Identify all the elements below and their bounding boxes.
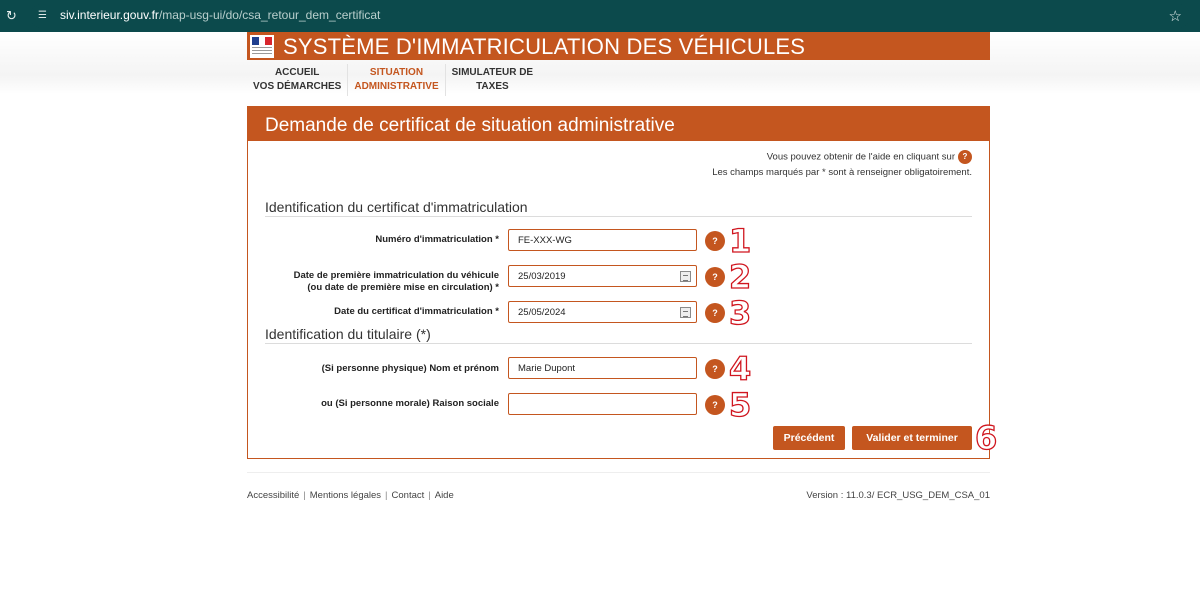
section-divider <box>265 216 972 217</box>
form-title: Demande de certificat de situation administrative <box>265 115 675 136</box>
input-date-certificat[interactable]: 25/05/2024 <box>508 301 697 323</box>
submit-button[interactable]: Valider et terminer <box>852 426 972 450</box>
help-button-2[interactable]: ? <box>705 267 725 287</box>
bookmark-star-icon[interactable]: ☆ <box>1168 8 1182 25</box>
annotation-marker-1: 1 <box>729 222 752 260</box>
label-raison-sociale: ou (Si personne morale) Raison sociale <box>321 398 499 409</box>
section-title-titulaire: Identification du titulaire (*) <box>265 326 431 342</box>
footer-links: Accessibilité | Mentions légales | Contact | Aide <box>247 490 454 501</box>
annotation-marker-5: 5 <box>729 386 752 424</box>
help-icon[interactable]: ? <box>958 150 972 164</box>
annotation-marker-2: 2 <box>729 258 752 296</box>
annotation-marker-4: 4 <box>729 350 752 388</box>
help-button-5[interactable]: ? <box>705 395 725 415</box>
section-divider <box>265 343 972 344</box>
input-date-premiere-immatriculation[interactable]: 25/03/2019 <box>508 265 697 287</box>
help-button-1[interactable]: ? <box>705 231 725 251</box>
help-button-3[interactable]: ? <box>705 303 725 323</box>
section-title-certificat: Identification du certificat d'immatriculation <box>265 199 528 215</box>
reload-icon[interactable]: ↻ <box>6 8 17 23</box>
label-numero-immatriculation: Numéro d'immatriculation * <box>375 234 499 245</box>
required-note: Les champs marqués par * sont à renseigner obligatoirement. <box>712 167 972 178</box>
form-header <box>248 107 989 141</box>
url-text[interactable]: siv.interieur.gouv.fr/map-usg-ui/do/csa_retour_dem_certificat <box>60 8 381 22</box>
nav-situation-administrative[interactable]: SITUATION ADMINISTRATIVE <box>347 64 445 96</box>
republique-francaise-logo[interactable] <box>250 35 274 58</box>
annotation-marker-3: 3 <box>729 294 752 332</box>
label-date-premiere-immatriculation: Date de première immatriculation du véhicule (ou date de première mise en circulation) * <box>293 270 499 293</box>
main-nav <box>247 64 539 96</box>
help-text: Vous pouvez obtenir de l'aide en cliquant sur ? <box>767 150 972 164</box>
input-nom-prenom[interactable]: Marie Dupont <box>508 357 697 379</box>
calendar-icon[interactable] <box>680 271 691 282</box>
label-nom-prenom: (Si personne physique) Nom et prénom <box>321 363 499 374</box>
input-numero-immatriculation[interactable]: FE-XXX-WG <box>508 229 697 251</box>
footer-link-contact[interactable]: Contact <box>391 490 425 501</box>
footer-link-accessibilite[interactable]: Accessibilité <box>247 490 300 501</box>
site-title: SYSTÈME D'IMMATRICULATION DES VÉHICULES <box>283 34 806 59</box>
calendar-icon[interactable] <box>680 307 691 318</box>
footer-link-aide[interactable]: Aide <box>434 490 454 501</box>
annotation-marker-6: 6 <box>975 419 998 457</box>
version-text: Version : 11.0.3/ ECR_USG_DEM_CSA_01 <box>806 490 990 501</box>
help-button-4[interactable]: ? <box>705 359 725 379</box>
previous-button[interactable]: Précédent <box>773 426 845 450</box>
nav-accueil[interactable]: ACCUEIL VOS DÉMARCHES <box>253 67 342 92</box>
footer-divider <box>247 472 990 473</box>
footer-link-mentions-legales[interactable]: Mentions légales <box>309 490 382 501</box>
browser-toolbar <box>0 0 1200 32</box>
site-info-icon[interactable]: ☰ <box>38 10 47 21</box>
input-raison-sociale[interactable] <box>508 393 697 415</box>
label-date-certificat: Date du certificat d'immatriculation * <box>334 306 499 317</box>
nav-simulateur-taxes[interactable]: SIMULATEUR DE TAXES <box>451 67 534 92</box>
form-panel <box>247 106 998 459</box>
